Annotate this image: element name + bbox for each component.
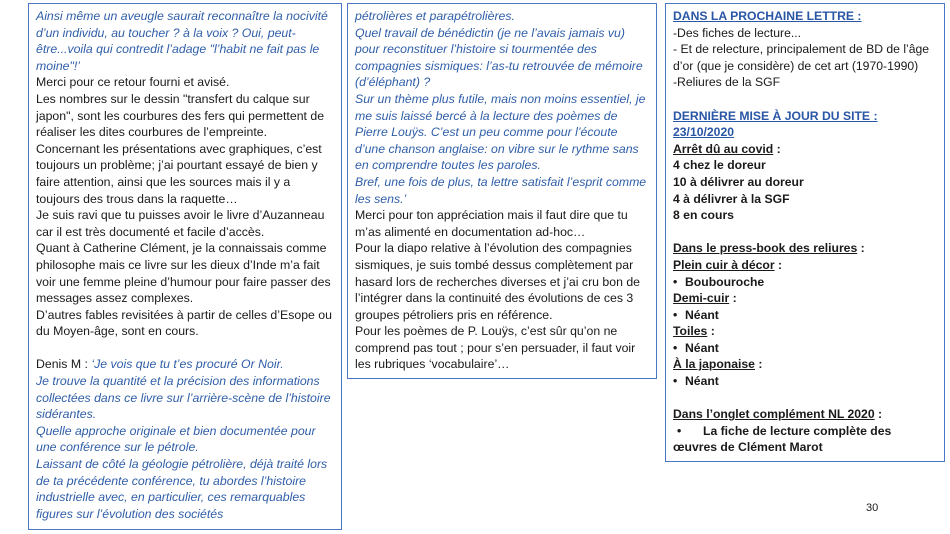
paragraph: Merci pour ton appréciation mais il faut dire que tu m’as alimenté en documentation ad-hoc…	[355, 208, 628, 239]
paragraph: Pour la diapo relative à l’évolution des compagnies sismiques, je suis tombé dessus complètement par hasard lors de recherches diverses et j’ai cru bon de l’intégrer dans la continuité des évolutions de ces 3 groupes pétroliers pris en référence.	[355, 241, 641, 322]
colon: :	[707, 324, 715, 339]
denis-comment-intro	[36, 356, 334, 373]
item-text: Néant	[685, 340, 719, 355]
category-line	[673, 290, 937, 307]
category-label: À la japonaise	[673, 357, 755, 372]
item-text: Boubouroche	[685, 274, 765, 289]
spacer	[673, 91, 937, 108]
bullet-icon: •	[673, 340, 678, 355]
paragraph: Concernant les présentations avec graphiques, c’est toujours un problème; j’ai pourtant essayé de bien y faire attention, ainsi que les sources mais il y a toujours des trous dans la raquette…	[36, 141, 322, 206]
paragraph: Ainsi même un aveugle saurait reconnaître la nocivité d’un individu, au toucher ? à la voix ? Oui, peut-être...voila qui contredit l’adage "l’habit ne fait pas le moine"!’	[36, 9, 328, 73]
quote-line: Bref, une fois de plus, ta lettre satisfait l’esprit comme les sens.’	[355, 174, 647, 206]
spacer	[673, 224, 937, 241]
category-line	[673, 356, 937, 373]
paragraph: Pour les poèmes de P. Louÿs, c’est sûr qu’on ne comprend pas tout ; pour s’en persuader, il faut voir les rubriques ‘vocabulaire’…	[355, 324, 636, 372]
covid-item: 10 à délivrer au doreur	[673, 174, 804, 189]
quote-line: Quel travail de bénédictin (je ne l’avais jamais vu) pour reconstituer l’histoire si tourmentée des compagnies sismiques: l’as-tu retrouvée de mémoire (d’éléphant) ?	[355, 25, 643, 90]
paragraph: D’autres fables revisitées à partir de celles d’Esope ou du Moyen-âge, sont en cours.	[36, 307, 332, 339]
paragraph: Quant à Catherine Clément, je la connaissais comme philosophe mais ce livre sur les dieux d’Inde m’a fait voir une femme pleine d’humour pour faire passer des messages assez complexes.	[36, 241, 331, 306]
covid-label: Arrêt dû au covid	[673, 141, 774, 156]
quote-line: Je trouve la quantité et la précision des informations collectées dans ce livre sur l’arrière-scène de l’histoire sidérantes.	[36, 374, 331, 422]
text-column-2	[347, 3, 657, 379]
paragraph: Merci pour ce retour fourni et avisé.	[36, 75, 230, 90]
text-column-1	[28, 3, 342, 530]
spacer	[673, 390, 937, 407]
bullet-icon: •	[673, 274, 678, 289]
site-update-heading: DERNIÈRE MISE À JOUR DU SITE : 23/10/2020	[673, 108, 878, 140]
next-item: -Des fiches de lecture...	[673, 25, 802, 40]
colon: :	[874, 407, 883, 422]
quote-start: ‘Je vois que tu t’es procuré Or Noir.	[91, 357, 284, 372]
quote-line: Sur un thème plus futile, mais non moins essentiel, je me suis laissé bercé à la lecture des poèmes de Pierre Louÿs. C’est un peu comme pour l’écoute d’une chanson anglaise: on vibre sur le rythme sans en comprendre toutes les paroles.	[355, 91, 646, 173]
bullet-icon: •	[673, 307, 678, 322]
colon: :	[729, 291, 737, 306]
next-item: -Reliures de la SGF	[673, 75, 781, 90]
bullet-icon: •	[677, 423, 682, 438]
category-item	[673, 373, 937, 390]
complement-label: Dans l’onglet complément NL 2020	[673, 407, 875, 422]
page-number: 30	[866, 502, 879, 514]
category-label: Plein cuir à décor	[673, 257, 775, 272]
item-text: Néant	[685, 307, 719, 322]
paragraph: Les nombres sur le dessin "transfert du calque sur japon", sont les courbures des fers qui permettent de réaliser les dites courbures de l’empreinte.	[36, 91, 325, 140]
spacer	[36, 340, 334, 357]
category-item	[673, 340, 937, 357]
complement-item	[673, 423, 937, 456]
covid-item: 8 en cours	[673, 208, 734, 223]
next-letter-heading: DANS LA PROCHAINE LETTRE :	[673, 9, 862, 23]
sidebar-column	[665, 3, 945, 462]
quote-line: Laissant de côté la géologie pétrolière, déjà traité lors de ta précédente conférence, tu abordes l’histoire industrielle avec, en particulier, ces remarquables figures sur l’évolution des sociétés	[36, 457, 328, 521]
quote-line: pétrolières et parapétrolières.	[355, 9, 515, 23]
category-line	[673, 323, 937, 340]
covid-item: 4 chez le doreur	[673, 158, 766, 173]
category-line	[673, 257, 937, 274]
complement-label-line	[673, 406, 937, 423]
pressbook-label: Dans le press-book des reliures	[673, 241, 858, 256]
next-item: - Et de relecture, principalement de BD de l’âge d’or (que je considère) de cet art (1970-1990)	[673, 42, 930, 73]
item-text: Néant	[685, 374, 719, 389]
category-item	[673, 307, 937, 324]
colon: :	[857, 241, 865, 256]
colon: :	[774, 257, 783, 272]
paragraph: Je suis ravi que tu puisses avoir le livre d’Auzanneau car il est très documenté et facile d’accès.	[36, 208, 325, 239]
category-label: Demi-cuir	[673, 291, 730, 306]
item-text: La fiche de lecture complète des œuvres de Clément Marot	[673, 423, 892, 455]
commenter-name: Denis M :	[36, 357, 88, 372]
category-item	[673, 274, 937, 291]
colon: :	[773, 141, 781, 156]
quote-line: Quelle approche originale et bien documentée pour une conférence sur le pétrole.	[36, 423, 316, 455]
colon: :	[754, 357, 763, 372]
pressbook-label-line	[673, 240, 937, 257]
covid-item: 4 à délivrer à la SGF	[673, 191, 790, 206]
bullet-icon: •	[673, 374, 678, 389]
category-label: Toiles	[673, 324, 708, 339]
covid-label-line	[673, 141, 937, 158]
